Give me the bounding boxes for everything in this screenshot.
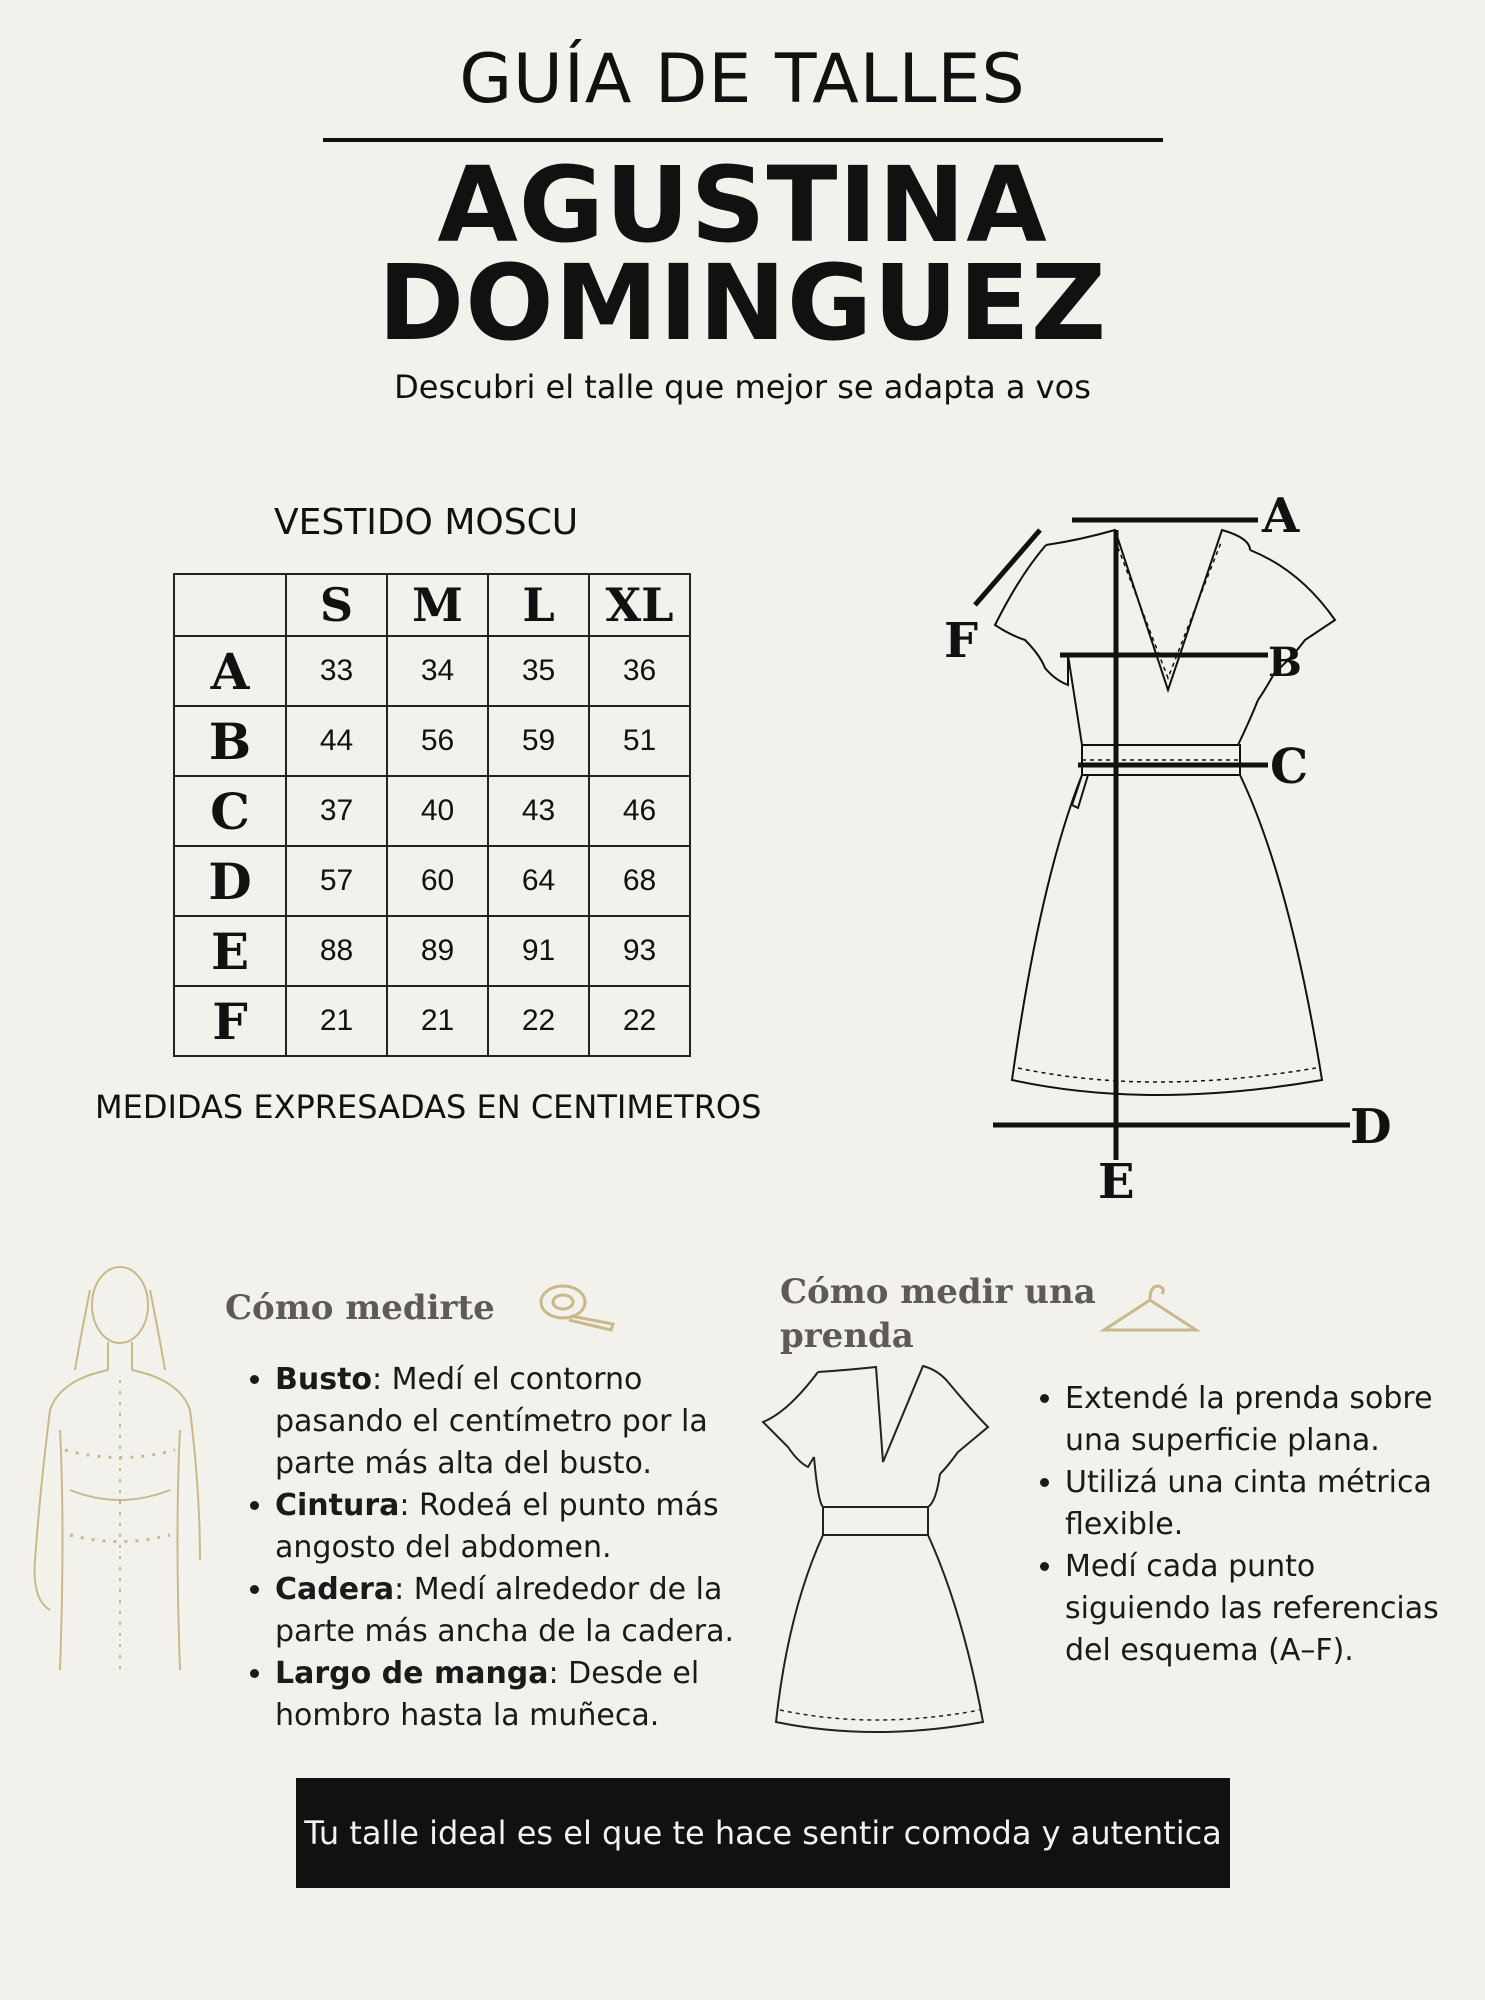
guide-kicker: GUÍA DE TALLES xyxy=(459,40,1026,119)
table-cell: 22 xyxy=(488,986,589,1056)
product-name: VESTIDO MOSCU xyxy=(274,502,579,543)
table-row xyxy=(174,706,690,776)
size-table-corner xyxy=(174,574,286,636)
table-cell: 59 xyxy=(488,706,589,776)
table-cell: 21 xyxy=(286,986,387,1056)
list-item: • Cintura: Rodeá el punto más angosto del abdomen. xyxy=(275,1485,745,1569)
size-header-m: M xyxy=(387,574,488,636)
list-item: • Medí cada punto siguiendo las referencias del esquema (A–F). xyxy=(1065,1546,1470,1672)
table-cell: 51 xyxy=(589,706,690,776)
table-cell: 44 xyxy=(286,706,387,776)
table-cell: 43 xyxy=(488,776,589,846)
size-header-xl: XL xyxy=(589,574,690,636)
measure-line-f xyxy=(975,530,1040,605)
row-label: E xyxy=(174,916,286,986)
row-label: C xyxy=(174,776,286,846)
hanger-icon xyxy=(1098,1280,1202,1345)
measure-yourself-list xyxy=(225,1359,745,1737)
body-measurement-figure xyxy=(20,1230,200,1700)
size-header-s: S xyxy=(286,574,387,636)
brand-line-2: DOMINGUEZ xyxy=(377,242,1108,364)
table-cell: 88 xyxy=(286,916,387,986)
table-row xyxy=(174,846,690,916)
diagram-label-a: A xyxy=(1262,488,1300,544)
table-cell: 89 xyxy=(387,916,488,986)
measure-yourself-title: Cómo medirte xyxy=(225,1287,495,1328)
garment-sketch xyxy=(758,1362,988,1742)
table-cell: 64 xyxy=(488,846,589,916)
table-cell: 57 xyxy=(286,846,387,916)
diagram-label-c: C xyxy=(1270,739,1309,795)
units-note: MEDIDAS EXPRESADAS EN CENTIMETROS xyxy=(95,1088,762,1126)
table-cell: 35 xyxy=(488,636,589,706)
size-table-header-row xyxy=(174,574,690,636)
footer-banner xyxy=(296,1778,1230,1888)
footer-text: Tu talle ideal es el que te hace sentir comoda y autentica xyxy=(304,1814,1222,1852)
row-label: F xyxy=(174,986,286,1056)
table-cell: 68 xyxy=(589,846,690,916)
measure-yourself-section xyxy=(225,1278,745,1737)
table-cell: 37 xyxy=(286,776,387,846)
measure-garment-title: Cómo medir una prenda xyxy=(780,1272,1096,1356)
table-cell: 40 xyxy=(387,776,488,846)
table-row xyxy=(174,916,690,986)
table-cell: 46 xyxy=(589,776,690,846)
measure-garment-section xyxy=(1010,1378,1470,1672)
waistband xyxy=(1082,745,1240,775)
diagram-label-b: B xyxy=(1268,639,1302,686)
table-cell: 21 xyxy=(387,986,488,1056)
table-cell: 60 xyxy=(387,846,488,916)
table-cell: 33 xyxy=(286,636,387,706)
table-cell: 93 xyxy=(589,916,690,986)
list-item: • Utilizá una cinta métrica flexible. xyxy=(1065,1462,1470,1546)
skirt-outline xyxy=(1012,775,1322,1095)
diagram-label-d: D xyxy=(1350,1099,1392,1155)
table-cell: 91 xyxy=(488,916,589,986)
diagram-label-f: F xyxy=(944,613,979,669)
table-row xyxy=(174,776,690,846)
size-header-l: L xyxy=(488,574,589,636)
tagline: Descubri el talle que mejor se adapta a vos xyxy=(394,368,1091,406)
table-cell: 34 xyxy=(387,636,488,706)
dress-measurement-diagram xyxy=(930,470,1392,1220)
list-item: • Busto: Medí el contorno pasando el centímetro por la parte más alta del busto. xyxy=(275,1359,745,1485)
tape-measure-icon xyxy=(535,1278,617,1337)
row-label: A xyxy=(174,636,286,706)
diagram-label-e: E xyxy=(1098,1154,1135,1210)
list-item: • Largo de manga: Desde el hombro hasta la muñeca. xyxy=(275,1653,745,1737)
header-divider xyxy=(323,138,1163,142)
row-label: D xyxy=(174,846,286,916)
table-row xyxy=(174,636,690,706)
bodice-outline xyxy=(1046,530,1250,690)
brand-line-1: AGUSTINA xyxy=(437,144,1048,266)
measure-garment-list xyxy=(1010,1378,1470,1672)
table-cell: 56 xyxy=(387,706,488,776)
table-cell: 22 xyxy=(589,986,690,1056)
table-row xyxy=(174,986,690,1056)
size-table xyxy=(173,573,691,1057)
row-label: B xyxy=(174,706,286,776)
list-item: • Extendé la prenda sobre una superficie plana. xyxy=(1065,1378,1470,1462)
list-item: • Cadera: Medí alrededor de la parte más ancha de la cadera. xyxy=(275,1569,745,1653)
table-cell: 36 xyxy=(589,636,690,706)
brand-name xyxy=(0,144,1485,364)
